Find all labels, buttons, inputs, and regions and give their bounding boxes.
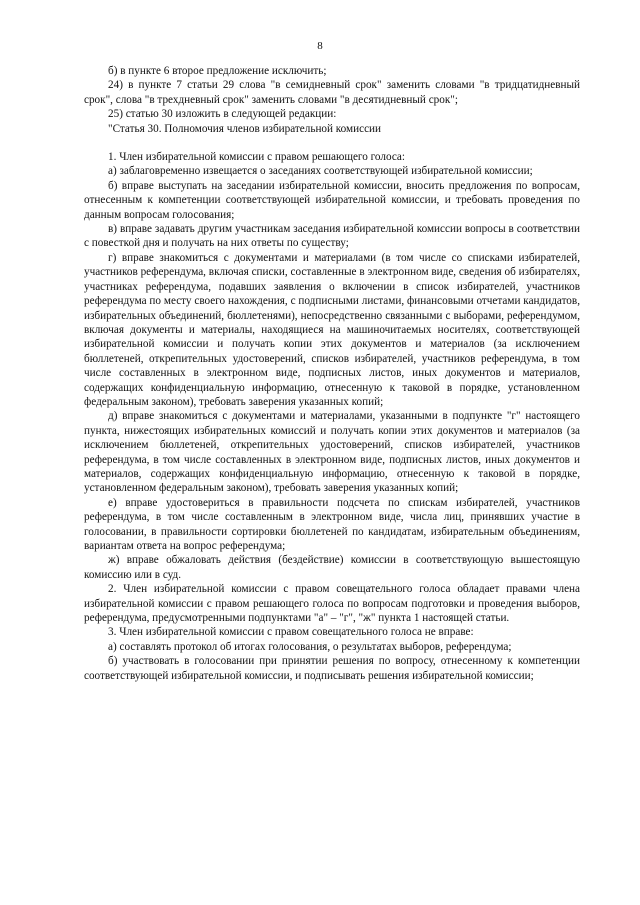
paragraph: а) заблаговременно извещается о заседаниях соответствующей избирательной комиссии;: [108, 165, 533, 178]
blank-line: [84, 136, 580, 150]
paragraph: б) вправе выступать на заседании избирательной комиссии, вносить предложения по вопросам, отнесенным к компетенции соответствующей избирательной комиссии, и требовать проведения по данным вопросам голосования;: [84, 179, 580, 221]
paragraph: 24) в пункте 7 статьи 29 слова "в семидневный срок" заменить словами "в тридцатидневный срок", слова "в трехдневный срок" заменить словами "в десятидневный срок";: [84, 79, 580, 106]
paragraph: б) участвовать в голосовании при принятии решения по вопросу, отнесенному к компетенции соответствующей избирательной комиссии, и подписывать решения избирательной комиссии;: [84, 655, 580, 682]
paragraph: б) в пункте 6 второе предложение исключить;: [108, 65, 327, 77]
paragraph: г) вправе знакомиться с документами и материалами (в том числе со списками избирателей, участников референдума, включая списки, составленные в электронном виде, сведения об избирателях, участниках референдума, подавших заявления о включении в список избирателей, участников референдума по месту своего нахождения, с подписными листами, финансовыми отчетами кандидатов, избирательных объединений, бюллетенями), непосредственно связанными с выборами, референдумом, включая документы и материалы, находящиеся на машиночитаемых носителях, соответствующей избирательной комиссии и получать копии этих документов и материалов (за исключением бюллетеней, открепительных удостоверений, списков избирателей, участников референдума, в том числе составленных в электронном виде, подписных листов, иных документов и материалов, содержащих конфиденциальную информацию, отнесенную к таковой в порядке, установленном федеральным законом), требовать заверения указанных копий;: [84, 251, 580, 408]
paragraph: 2. Член избирательной комиссии с правом совещательного голоса обладает правами члена избирательной комиссии с правом решающего голоса по вопросам подготовки и проведения выборов, референдума, предусмотренными подпунктами "а" – "г", "ж" пункта 1 настоящей статьи.: [84, 583, 580, 625]
paragraph: д) вправе знакомиться с документами и материалами, указанными в подпункте "г" настоящего пункта, нижестоящих избирательных комиссий и получать копии этих документов и материалов (за исключением бюллетеней, открепительных удостоверений, списков избирателей, участников референдума, в том числе составленных в электронном виде, подписных листов, иных документов и материалов, содержащих конфиденциальную информацию, отнесенную к таковой в порядке, установленном федеральным законом), требовать заверения указанных копий;: [84, 410, 580, 495]
paragraph: 25) статью 30 изложить в следующей редакции:: [108, 108, 337, 121]
paragraph: е) вправе удостовериться в правильности подсчета по спискам избирателей, участников референдума, в том числе составленным в электронном виде, числа лиц, принявших участие в голосовании, в правильности сортировки бюллетеней по кандидатам, избирательным объединениям, вариантам ответа на вопрос референдума;: [84, 496, 580, 552]
article-heading: "Статья 30. Полномочия членов избирательной комиссии: [108, 122, 382, 135]
paragraph: 1. Член избирательной комиссии с правом решающего голоса:: [108, 151, 406, 164]
paragraph: в) вправе задавать другим участникам заседания избирательной комиссии вопросы в соответствии с повесткой дня и получать на них ответы по существу;: [84, 223, 580, 250]
page-number: 8: [317, 40, 323, 52]
document-body: [84, 64, 580, 683]
paragraph: 3. Член избирательной комиссии с правом совещательного голоса не вправе:: [108, 626, 474, 639]
paragraph: ж) вправе обжаловать действия (бездействие) комиссии в соответствующую вышестоящую комиссию или в суд.: [84, 554, 580, 581]
paragraph: а) составлять протокол об итогах голосования, о результатах выборов, референдума;: [108, 640, 512, 653]
